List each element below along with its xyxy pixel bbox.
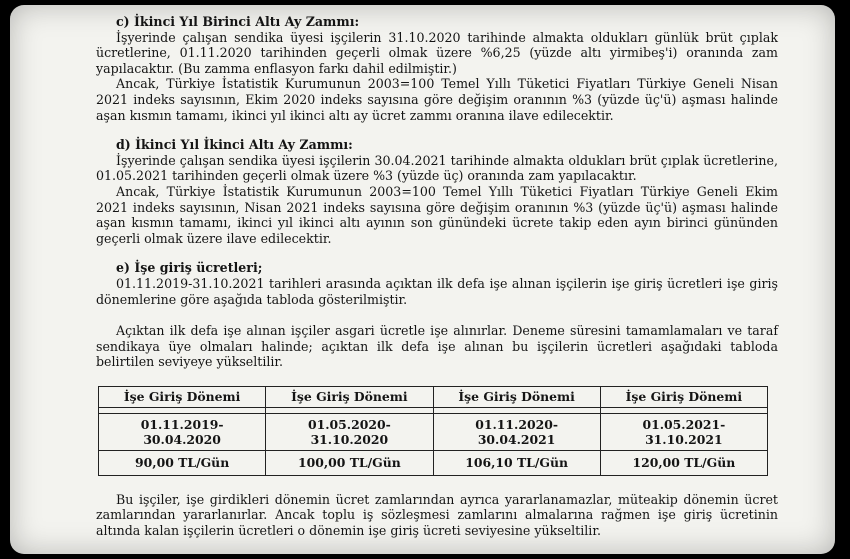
table-period-row xyxy=(99,413,768,450)
table-header-cell: İşe Giriş Dönemi xyxy=(600,386,767,407)
document-page xyxy=(10,5,835,554)
period-end: 30.04.2020 xyxy=(143,431,221,447)
table-wage-cell: 120,00 TL/Gün xyxy=(600,450,767,475)
table-period-cell xyxy=(433,413,600,450)
table-wage-cell: 90,00 TL/Gün xyxy=(99,450,266,475)
section-d-paragraph-1: İşyerinde çalışan sendika üyesi işçilerin 30.04.2021 tarihinde almakta oldukları brüt çıplak ücretlerine, 01.05.2021 tarihinden geçerli olmak üzere %3 (yüzde üç) oranında zam yapılacaktır. xyxy=(96,152,778,184)
section-e-paragraph-2: Açıktan ilk defa işe alınan işçiler asgari ücretle işe alınırlar. Deneme süresini tamamlamaları ve taraf sendikaya üye olmaları halinde; açıktan ilk defa işe alınan bu işçilerin ücretleri aşağıdaki tabloda belirtilen seviyeye yükseltilir. xyxy=(96,323,778,370)
table-header-cell: İşe Giriş Dönemi xyxy=(433,386,600,407)
table-header-cell: İşe Giriş Dönemi xyxy=(99,386,266,407)
period-end: 31.10.2020 xyxy=(310,431,389,447)
period-start: 01.11.2019- xyxy=(140,416,224,432)
section-e-paragraph-1: 01.11.2019-31.10.2021 tarihleri arasında açıktan ilk defa işe alınan işçilerin işe giriş ücretleri işe giriş dönemlerine göre aşağıda tabloda gösterilmiştir. xyxy=(96,275,778,307)
footer-paragraph: Bu işçiler, işe girdikleri dönemin ücret zamlarından ayrıca yararlanamazlar, müteakip dönemin ücret zamlarından yararlanırlar. Ancak toplu iş sözleşmesi zamlarını almalarına rağmen işe giriş ücretinin altında kalan işçilerin ücretleri o dönemin işe giriş ücreti seviyesine yükseltilir. xyxy=(96,491,778,539)
wage-table xyxy=(98,386,768,476)
section-c-paragraph-1: İşyerinde çalışan sendika üyesi işçilerin 31.10.2020 tarihinde almakta oldukları günlük brüt çıplak ücretlerine, 01.11.2020 tarihinden geçerli olmak üzere %6,25 (yüzde altı yirmibeş'i) oranında zam yapılacaktır. (Bu zamma enflasyon farkı dahil edilmiştir.) xyxy=(96,29,778,76)
period-start: 01.05.2021- xyxy=(642,416,726,432)
section-c-heading: c) İkinci Yıl Birinci Altı Ay Zammı: xyxy=(116,14,360,29)
table-period-cell xyxy=(99,413,266,450)
table-header-cell: İşe Giriş Dönemi xyxy=(266,386,433,407)
table-header-row xyxy=(99,386,768,407)
section-e-heading: e) İşe giriş ücretleri; xyxy=(116,260,263,276)
period-start: 01.11.2020- xyxy=(475,416,558,432)
table-period-cell xyxy=(266,413,433,450)
section-d-heading: d) İkinci Yıl İkinci Altı Ay Zammı: xyxy=(116,137,353,153)
table-wage-cell: 106,10 TL/Gün xyxy=(433,450,600,475)
document-body xyxy=(96,5,778,539)
table-wage-cell: 100,00 TL/Gün xyxy=(266,450,433,475)
section-d-paragraph-2: Ancak, Türkiye İstatistik Kurumunun 2003=100 Temel Yıllı Tüketici Fiyatları Türkiye Geneli Ekim 2021 indeks sayısının, Nisan 2021 indeks sayısına göre değişim oranının %3 (yüzde üç'ü) aşması halinde aşan kısmın tamamı, ikinci yıl ikinci altı ayının son günündeki ücrete takip eden ayın birinci gününden geçerli olmak üzere ilave edilecektir. xyxy=(96,183,778,246)
table-period-cell xyxy=(600,413,767,450)
table-wage-row xyxy=(99,450,768,475)
period-end: 31.10.2021 xyxy=(645,431,723,447)
section-c-paragraph-2: Ancak, Türkiye İstatistik Kurumunun 2003=100 Temel Yıllı Tüketici Fiyatları Türkiye Geneli Nisan 2021 indeks sayısının, Ekim 2020 indeks sayısına göre değişim oranının %3 (yüzde üç'ü) aşması halinde aşan kısmın tamamı, ikinci yıl ikinci altı ay ücret zammı oranına ilave edilecektir. xyxy=(96,76,778,123)
period-end: 30.04.2021 xyxy=(477,431,556,447)
period-start: 01.05.2020- xyxy=(308,416,391,432)
